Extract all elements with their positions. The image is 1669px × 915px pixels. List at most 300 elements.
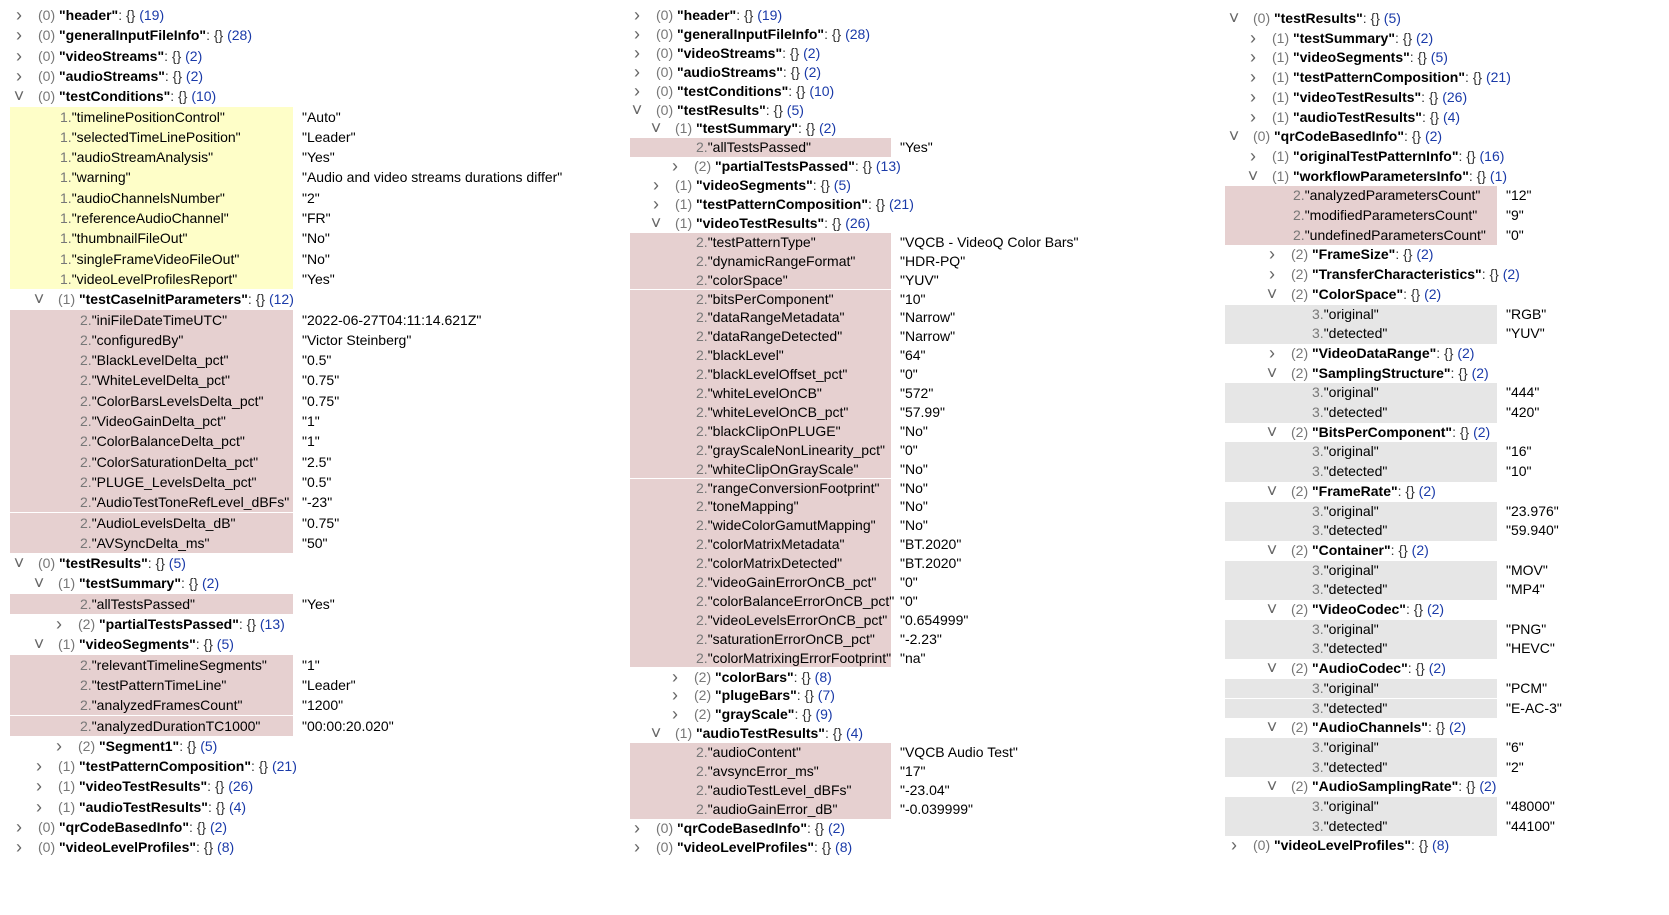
- property-value: "0.5": [302, 473, 332, 490]
- node-level: (0): [656, 82, 677, 99]
- property-value: "-2.23": [900, 630, 942, 647]
- property-name: "blackLevel": [707, 347, 784, 364]
- property-value: "0.75": [302, 392, 340, 409]
- node-level: (0): [656, 819, 677, 836]
- node-type: : {}: [118, 7, 140, 23]
- node-type: : {}: [1403, 285, 1425, 302]
- property-level: 2.: [1293, 187, 1305, 204]
- property-level: 2.: [80, 331, 92, 348]
- chevron-down-icon[interactable]: ˅: [1266, 717, 1278, 738]
- node-type: : {}: [170, 88, 192, 105]
- property-key: [1312, 620, 1379, 640]
- property-name: "testPatternType": [707, 233, 816, 250]
- chevron-right-icon[interactable]: ›: [634, 5, 640, 25]
- chevron-down-icon[interactable]: ˅: [33, 634, 45, 655]
- node-level: (2): [1291, 482, 1312, 499]
- chevron-down-icon[interactable]: ˅: [631, 99, 643, 120]
- property-name: "iniFileDateTimeUTC": [91, 311, 228, 328]
- tree-node-label[interactable]: [1291, 482, 1436, 502]
- node-key: "testCaseInitParameters": [79, 291, 248, 308]
- property-level: 1.: [60, 149, 72, 166]
- chevron-right-icon[interactable]: ›: [672, 666, 678, 687]
- node-key: "testResults": [677, 101, 766, 118]
- node-type: : {}: [179, 737, 201, 754]
- property-name: "analyzedDurationTC1000": [91, 717, 261, 734]
- property-value: "-0.039999": [900, 800, 973, 817]
- chevron-right-icon[interactable]: ›: [1250, 47, 1256, 68]
- chevron-right-icon[interactable]: ›: [1269, 342, 1275, 363]
- tree-node-row[interactable]: [0, 541, 1669, 561]
- node-level: (2): [1291, 660, 1312, 677]
- node-type: : {}: [867, 196, 889, 212]
- property-value: "E-AC-3": [1506, 699, 1562, 716]
- property-level: 2.: [80, 372, 92, 389]
- node-type: : {}: [1407, 660, 1429, 677]
- property-level: 2.: [696, 233, 708, 250]
- node-level: (0): [38, 47, 59, 64]
- property-name: "thumbnailFileOut": [71, 230, 188, 247]
- property-name: "blackClipOnPLUGE": [707, 422, 841, 439]
- tree-value-row: [0, 699, 1669, 719]
- property-level: 2.: [696, 781, 708, 798]
- property-key: [1312, 679, 1379, 699]
- tree-node-row[interactable]: [0, 108, 1669, 128]
- node-type: : {}: [796, 687, 818, 704]
- tree-node-label[interactable]: [1291, 364, 1489, 384]
- node-count: (10): [809, 82, 835, 99]
- node-count: (2): [803, 63, 822, 80]
- property-name: "original": [1323, 798, 1379, 814]
- property-name: "timelinePositionControl": [71, 108, 225, 125]
- property-value: "0.75": [302, 514, 340, 531]
- property-name: "original": [1323, 620, 1379, 637]
- tree-node-label[interactable]: [1272, 167, 1507, 187]
- property-value: "0.5": [302, 352, 332, 369]
- property-name: "wideColorGamutMapping": [707, 517, 876, 534]
- node-count: (8): [217, 839, 235, 856]
- node-key: "qrCodeBasedInfo": [677, 819, 807, 836]
- tree-node-label[interactable]: [1291, 245, 1433, 265]
- node-count: (16): [1479, 147, 1505, 164]
- node-key: "videoTestResults": [79, 778, 208, 795]
- node-type: : {}: [147, 555, 169, 572]
- node-level: (0): [1253, 837, 1274, 854]
- tree-node-row[interactable]: [0, 364, 1669, 384]
- property-name: "grayScaleNonLinearity_pct": [707, 441, 885, 458]
- property-level: 2.: [80, 311, 92, 328]
- node-count: (5): [200, 737, 218, 754]
- property-level: 2.: [696, 252, 708, 269]
- tree-node-label[interactable]: [1253, 127, 1442, 147]
- property-key: [1312, 817, 1387, 837]
- chevron-down-icon[interactable]: ˅: [1247, 165, 1259, 186]
- property-level: 1.: [60, 250, 72, 267]
- chevron-right-icon[interactable]: ›: [36, 756, 42, 777]
- node-level: (2): [1291, 266, 1312, 283]
- node-type: : {}: [188, 819, 210, 835]
- property-level: 3.: [1312, 620, 1324, 637]
- chevron-right-icon[interactable]: ›: [634, 836, 640, 857]
- chevron-right-icon[interactable]: ›: [634, 23, 640, 44]
- node-count: (28): [845, 25, 870, 42]
- chevron-down-icon[interactable]: ˅: [33, 573, 45, 594]
- property-value: "No": [302, 230, 330, 247]
- tree-node-label[interactable]: [1291, 265, 1520, 285]
- property-name: "colorMatrixMetadata": [707, 536, 845, 553]
- property-level: 2.: [1293, 207, 1305, 223]
- tree-node-row[interactable]: [0, 127, 1669, 147]
- property-value: "Leader": [302, 128, 356, 145]
- tree-value-row: [0, 758, 1669, 778]
- chevron-down-icon[interactable]: ˅: [1266, 421, 1278, 442]
- node-level: (1): [1272, 69, 1293, 86]
- node-type: : {}: [247, 291, 269, 308]
- property-name: "dataRangeMetadata": [707, 309, 845, 326]
- chevron-right-icon[interactable]: ›: [56, 735, 62, 756]
- property-value: "17": [900, 763, 926, 779]
- node-key: "AudioSamplingRate": [1312, 778, 1459, 795]
- tree-value-row: [0, 620, 1669, 640]
- chevron-down-icon[interactable]: ˅: [13, 86, 25, 107]
- tree-node-label[interactable]: [1291, 344, 1474, 364]
- property-key: [1312, 561, 1379, 581]
- node-level: (0): [38, 7, 59, 23]
- node-count: (13): [875, 158, 901, 175]
- property-level: 1.: [60, 128, 72, 145]
- node-type: : {}: [238, 616, 260, 632]
- chevron-down-icon[interactable]: ˅: [650, 118, 662, 139]
- chevron-right-icon[interactable]: ›: [672, 156, 678, 177]
- node-level: (0): [1253, 10, 1274, 26]
- node-count: (2): [827, 819, 846, 836]
- node-type: : {}: [1421, 108, 1443, 125]
- tree-node-row[interactable]: [0, 423, 1669, 443]
- property-name: "modifiedParametersCount": [1304, 207, 1478, 223]
- node-key: "VideoCodec": [1312, 601, 1406, 617]
- chevron-right-icon[interactable]: ›: [672, 685, 678, 706]
- node-key: "testPatternComposition": [696, 196, 868, 212]
- property-value: "Narrow": [900, 309, 956, 326]
- property-name: "relevantTimelineSegments": [91, 656, 267, 673]
- node-type: : {}: [1405, 601, 1427, 617]
- property-value: "12": [1506, 187, 1532, 204]
- chevron-right-icon[interactable]: ›: [1269, 244, 1275, 265]
- chevron-right-icon[interactable]: ›: [16, 25, 22, 46]
- property-value: "0": [900, 592, 918, 609]
- tree-node-label[interactable]: [1272, 108, 1460, 128]
- chevron-right-icon[interactable]: ›: [634, 80, 640, 101]
- tree-node-label[interactable]: [1272, 88, 1467, 108]
- node-level: (1): [58, 291, 79, 308]
- property-value: "48000": [1506, 798, 1555, 814]
- node-count: (19): [139, 7, 165, 23]
- tree-value-row: [0, 442, 1669, 462]
- tree-node-label[interactable]: [1291, 600, 1444, 620]
- node-key: "plugeBars": [715, 687, 797, 704]
- property-level: 2.: [80, 514, 92, 531]
- node-type: : {}: [797, 120, 820, 137]
- property-level: 2.: [696, 517, 708, 534]
- property-name: "whiteLevelOnCB_pct": [707, 403, 849, 420]
- node-key: "videoLevelProfiles": [677, 838, 814, 855]
- node-level: (0): [38, 555, 59, 572]
- tree-node-label[interactable]: [1291, 718, 1466, 738]
- property-key: [1312, 442, 1379, 462]
- property-name: "colorMatrixingErrorFootprint": [707, 649, 892, 666]
- property-value: "0": [900, 366, 918, 383]
- property-level: 2.: [696, 592, 708, 609]
- property-level: 2.: [696, 800, 708, 817]
- property-value: "10": [900, 290, 926, 307]
- chevron-down-icon[interactable]: ˅: [650, 212, 662, 233]
- node-key: "testSummary": [79, 575, 181, 592]
- property-key: [1312, 324, 1387, 344]
- node-level: (2): [1291, 246, 1312, 263]
- tree-value-row: [0, 639, 1669, 659]
- node-type: : {}: [788, 82, 810, 99]
- node-type: : {}: [736, 7, 758, 23]
- chevron-down-icon[interactable]: ˅: [1266, 658, 1278, 679]
- tree-node-row[interactable]: [0, 836, 1669, 856]
- node-level: (2): [1291, 601, 1312, 617]
- tree-node-row[interactable]: [0, 45, 1669, 68]
- property-level: 2.: [80, 494, 92, 511]
- property-value: "-23": [302, 494, 333, 511]
- tree-node-row[interactable]: [0, 167, 1669, 187]
- node-level: (1): [58, 778, 79, 795]
- tree-node-row[interactable]: [0, 283, 1669, 308]
- chevron-right-icon[interactable]: ›: [1250, 27, 1256, 48]
- chevron-down-icon[interactable]: ˅: [1266, 539, 1278, 560]
- property-level: 2.: [696, 744, 708, 761]
- node-count: (2): [185, 47, 203, 64]
- property-name: "allTestsPassed": [707, 139, 812, 156]
- tree-node-row[interactable]: [0, 265, 1669, 285]
- tree-node-label[interactable]: [1272, 48, 1448, 68]
- tree-node-label[interactable]: [1291, 541, 1429, 561]
- property-level: 2.: [80, 697, 92, 714]
- chevron-right-icon[interactable]: ›: [634, 61, 640, 82]
- chevron-right-icon[interactable]: ›: [634, 42, 640, 63]
- property-name: "original": [1323, 384, 1379, 401]
- node-type: : {}: [195, 636, 217, 653]
- property-key: [1312, 383, 1379, 403]
- chevron-down-icon[interactable]: ˅: [13, 553, 25, 574]
- chevron-down-icon[interactable]: ˅: [1266, 480, 1278, 501]
- node-type: : {}: [793, 668, 815, 685]
- tree-value-row: [0, 383, 1669, 403]
- node-key: "testResults": [59, 555, 148, 572]
- property-value: "-23.04": [900, 781, 950, 798]
- chevron-right-icon[interactable]: ›: [1250, 86, 1256, 107]
- property-name: "original": [1323, 561, 1379, 578]
- node-count: (2): [1424, 128, 1443, 145]
- node-count: (2): [1416, 246, 1434, 263]
- chevron-right-icon[interactable]: ›: [1250, 145, 1256, 166]
- tree-node-row[interactable]: [0, 9, 1669, 29]
- property-name: "original": [1323, 679, 1379, 696]
- node-level: (0): [656, 101, 677, 118]
- chevron-down-icon[interactable]: ˅: [1266, 599, 1278, 619]
- chevron-right-icon[interactable]: ›: [1269, 264, 1275, 285]
- node-type: : {}: [1411, 837, 1433, 854]
- node-type: : {}: [1409, 49, 1431, 66]
- node-level: (1): [675, 725, 696, 742]
- node-count: (2): [1479, 778, 1497, 795]
- tree-node-row[interactable]: [0, 88, 1669, 108]
- tree-node-row[interactable]: [0, 245, 1669, 265]
- node-type: : {}: [1452, 423, 1474, 440]
- property-level: 1.: [60, 108, 72, 125]
- node-count: (26): [1442, 88, 1468, 105]
- node-type: : {}: [164, 67, 186, 84]
- property-level: 3.: [1312, 738, 1324, 755]
- chevron-right-icon[interactable]: ›: [36, 776, 42, 797]
- property-value: "BT.2020": [900, 555, 962, 572]
- property-name: "videoGainErrorOnCB_pct": [707, 574, 877, 590]
- property-value: "Narrow": [900, 328, 956, 345]
- property-key: [1293, 206, 1477, 226]
- tree-node-row[interactable]: [0, 600, 1669, 620]
- node-type: : {}: [824, 25, 846, 42]
- node-key: "TransferCharacteristics": [1312, 266, 1482, 283]
- tree-node-row[interactable]: [0, 718, 1669, 738]
- tree-node-label[interactable]: [1272, 147, 1504, 167]
- chevron-right-icon[interactable]: ›: [672, 704, 678, 725]
- chevron-right-icon[interactable]: ›: [1250, 106, 1256, 127]
- property-name: "analyzedFramesCount": [91, 697, 243, 714]
- node-key: "VideoDataRange": [1312, 344, 1437, 361]
- tree-node-label[interactable]: [1291, 285, 1441, 305]
- node-level: (0): [656, 838, 677, 855]
- tree-value-row: [0, 305, 1669, 325]
- chevron-right-icon[interactable]: ›: [16, 45, 22, 66]
- property-level: 1.: [60, 210, 72, 226]
- property-level: 1.: [60, 169, 72, 186]
- chevron-right-icon[interactable]: ›: [1250, 67, 1256, 88]
- property-value: "1": [302, 433, 320, 450]
- tree-node-label[interactable]: [1291, 777, 1496, 797]
- property-value: "No": [302, 250, 330, 267]
- tree-value-row: [0, 580, 1669, 600]
- property-name: "referenceAudioChannel": [71, 210, 229, 226]
- property-value: "2": [302, 189, 320, 206]
- tree-node-row[interactable]: [0, 29, 1669, 49]
- node-key: "videoSegments": [79, 636, 196, 653]
- node-key: "FrameRate": [1312, 482, 1398, 499]
- tree-node-row[interactable]: [0, 777, 1669, 797]
- tree-value-row: [0, 324, 1669, 344]
- chevron-down-icon[interactable]: ˅: [1266, 283, 1278, 304]
- property-value: "VQCB - VideoQ Color Bars": [900, 233, 1079, 250]
- property-value: "0.75": [302, 372, 340, 389]
- tree-node-row[interactable]: [0, 147, 1669, 167]
- node-key: "ColorSpace": [1312, 285, 1404, 302]
- property-value: "PNG": [1506, 620, 1547, 637]
- chevron-right-icon[interactable]: ›: [653, 194, 659, 214]
- node-key: "colorBars": [715, 668, 794, 685]
- node-count: (2): [202, 575, 220, 592]
- tree-node-label[interactable]: [1291, 423, 1490, 443]
- property-value: "1200": [302, 697, 344, 714]
- property-name: "audioTestLevel_dBFs": [707, 781, 852, 798]
- node-count: (8): [814, 668, 832, 685]
- property-name: "colorMatrixDetected": [707, 555, 843, 572]
- tree-node-label[interactable]: [1272, 68, 1511, 88]
- property-key: [1312, 738, 1379, 758]
- property-value: "No": [900, 517, 928, 534]
- property-value: "No": [900, 479, 928, 496]
- node-count: (2): [1473, 423, 1491, 440]
- node-type: : {}: [1458, 147, 1480, 164]
- node-key: "testPatternComposition": [79, 758, 251, 775]
- chevron-right-icon[interactable]: ›: [56, 614, 62, 634]
- chevron-right-icon[interactable]: ›: [16, 817, 22, 837]
- property-name: "AudioTestToneRefLevel_dBFs": [91, 494, 290, 511]
- property-name: "original": [1323, 443, 1379, 460]
- property-level: 3.: [1312, 404, 1324, 420]
- chevron-right-icon[interactable]: ›: [16, 5, 22, 25]
- property-name: "ColorSaturationDelta_pct": [91, 453, 259, 470]
- property-level: 2.: [696, 460, 708, 477]
- chevron-right-icon[interactable]: ›: [16, 837, 22, 858]
- property-level: 3.: [1312, 384, 1324, 401]
- node-type: : {}: [180, 575, 203, 592]
- node-key: "generalInputFileInfo": [59, 27, 207, 44]
- chevron-down-icon[interactable]: ˅: [1228, 126, 1240, 147]
- chevron-down-icon[interactable]: ˅: [650, 723, 662, 744]
- property-level: 1.: [60, 270, 72, 287]
- property-name: "videoLevelProfilesReport": [71, 270, 238, 287]
- property-name: "original": [1323, 305, 1379, 322]
- chevron-right-icon[interactable]: ›: [634, 817, 640, 838]
- property-level: 2.: [696, 139, 708, 156]
- chevron-down-icon[interactable]: ˅: [1228, 8, 1240, 28]
- property-name: "colorSpace": [707, 271, 788, 288]
- node-type: : {}: [206, 27, 228, 44]
- node-level: (0): [38, 88, 59, 105]
- chevron-down-icon[interactable]: ˅: [1266, 776, 1278, 797]
- property-key: [1312, 580, 1387, 600]
- property-level: 2.: [696, 763, 708, 779]
- chevron-right-icon[interactable]: ›: [1231, 835, 1237, 856]
- tree-node-label[interactable]: [1291, 659, 1446, 679]
- property-name: "detected": [1323, 699, 1388, 716]
- chevron-right-icon[interactable]: ›: [36, 796, 42, 817]
- property-level: 3.: [1312, 798, 1324, 814]
- property-value: "Yes": [302, 270, 335, 287]
- tree-node-label[interactable]: [1272, 29, 1433, 49]
- tree-node-row[interactable]: [0, 344, 1669, 364]
- tree-node-label[interactable]: [1253, 9, 1401, 29]
- tree-value-row: [0, 735, 1669, 761]
- chevron-down-icon[interactable]: ˅: [33, 289, 45, 310]
- node-key: "testSummary": [1293, 29, 1395, 46]
- node-count: (26): [228, 778, 254, 795]
- node-count: (2): [803, 44, 821, 61]
- chevron-right-icon[interactable]: ›: [16, 65, 22, 86]
- property-value: "BT.2020": [900, 536, 962, 553]
- node-type: : {}: [814, 838, 836, 855]
- tree-node-label[interactable]: [1253, 836, 1449, 856]
- property-value: "0": [1506, 226, 1524, 243]
- node-level: (2): [694, 706, 715, 723]
- node-count: (21): [1485, 69, 1511, 86]
- tree-value-row: [0, 186, 1669, 206]
- chevron-down-icon[interactable]: ˅: [1266, 362, 1278, 383]
- chevron-right-icon[interactable]: ›: [653, 175, 659, 196]
- tree-node-row[interactable]: [0, 65, 1669, 88]
